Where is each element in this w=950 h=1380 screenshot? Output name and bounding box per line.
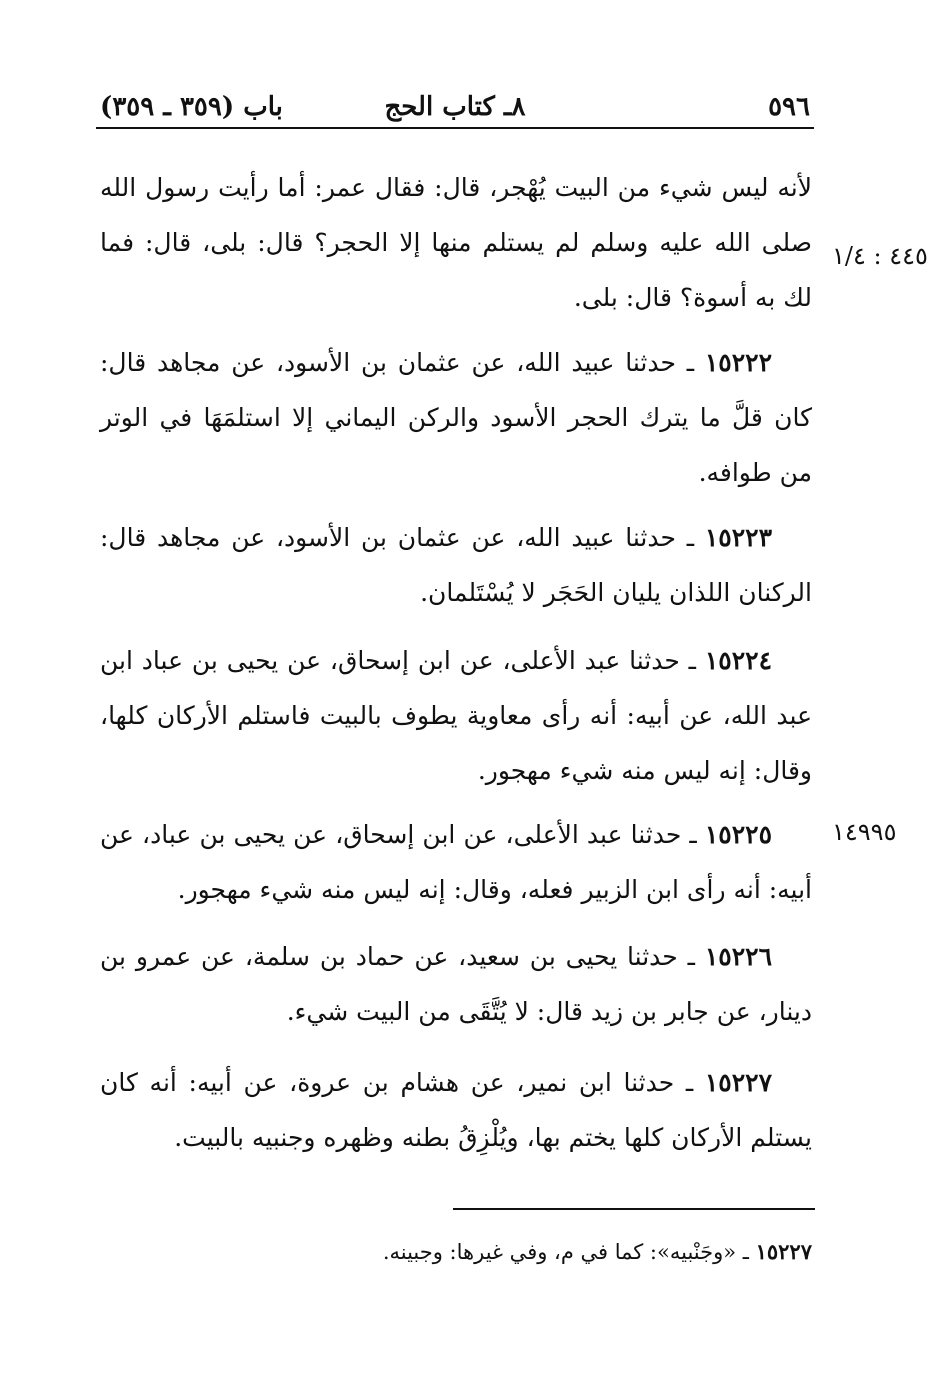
hadith-text: ـ حدثنا عبد الأعلى، عن ابن إسحاق، عن يحيى بن عباد، عن أبيه: أنه رأى ابن الزبير فعله، وقال: إنه ليس منه شيء مهجور. [100,820,812,904]
hadith-text: ـ حدثنا يحيى بن سعيد، عن حماد بن سلمة، عن عمرو بن دينار، عن جابر بن زيد قال: لا يُتَّقَى من البيت شيء. [100,942,812,1026]
hadith-paragraph [100,633,812,798]
page-header [96,88,814,132]
hadith-text: ـ حدثنا عبيد الله، عن عثمان بن الأسود، عن مجاهد قال: كان قلَّ ما يترك الحجر الأسود والركن اليماني إلا استلمَهَا في الوتر من طوافه. [100,348,812,487]
header-divider [96,127,814,129]
hadith-paragraph [100,929,812,1039]
hadith-text: ـ حدثنا عبيد الله، عن عثمان بن الأسود، عن مجاهد قال: الركنان اللذان يليان الحَجَر لا يُسْتَلمان. [100,523,812,607]
book-title: ٨ـ كتاب الحج [384,92,526,122]
hadith-paragraph [100,335,812,500]
hadith-paragraph [100,510,812,620]
page-number: ٥٩٦ [768,92,810,122]
hadith-text: ـ حدثنا عبد الأعلى، عن ابن إسحاق، عن يحيى بن عباد ابن عبد الله، عن أبيه: أنه رأى معاوية يطوف بالبيت فاستلم الأركان كلها، وقال: إنه ليس منه شيء مهجور. [100,646,812,785]
chapter-range: باب (٣٥٩ ـ ٣٥٩) [100,92,283,122]
margin-reference: ١٤٩٩٥ [832,818,897,846]
hadith-number: ١٥٢٢٣ [704,523,772,552]
margin-reference: ٤٤٥ : ١/٤ [832,242,928,270]
paragraph-text: لأنه ليس شيء من البيت يُهْجر، قال: فقال عمر: أما رأيت رسول الله صلى الله عليه وسلم لم يستلم منها إلا الحجر؟ قال: بلى، قال: فما لك به أسوة؟ قال: بلى. [100,173,812,312]
hadith-text: ـ حدثنا ابن نمير، عن هشام بن عروة، عن أبيه: أنه كان يستلم الأركان كلها يختم بها، ويُلْزِقُ بطنه وظهره وجنبيه بالبيت. [100,1068,812,1152]
hadith-number: ١٥٢٢٥ [704,820,772,849]
hadith-paragraph [100,1055,812,1165]
hadith-paragraph [100,807,812,917]
hadith-number: ١٥٢٢٧ [704,1068,772,1097]
footnote-divider [453,1208,815,1210]
hadith-number: ١٥٢٢٦ [704,942,772,971]
footnote [300,1236,812,1268]
continuation-paragraph [100,160,812,325]
hadith-number: ١٥٢٢٤ [704,646,772,675]
footnote-number: ١٥٢٢٧ [755,1239,812,1264]
hadith-number: ١٥٢٢٢ [704,348,772,377]
footnote-text: ـ «وجَنْبيه»: كما في م، وفي غيرها: وجبينه. [382,1240,756,1264]
